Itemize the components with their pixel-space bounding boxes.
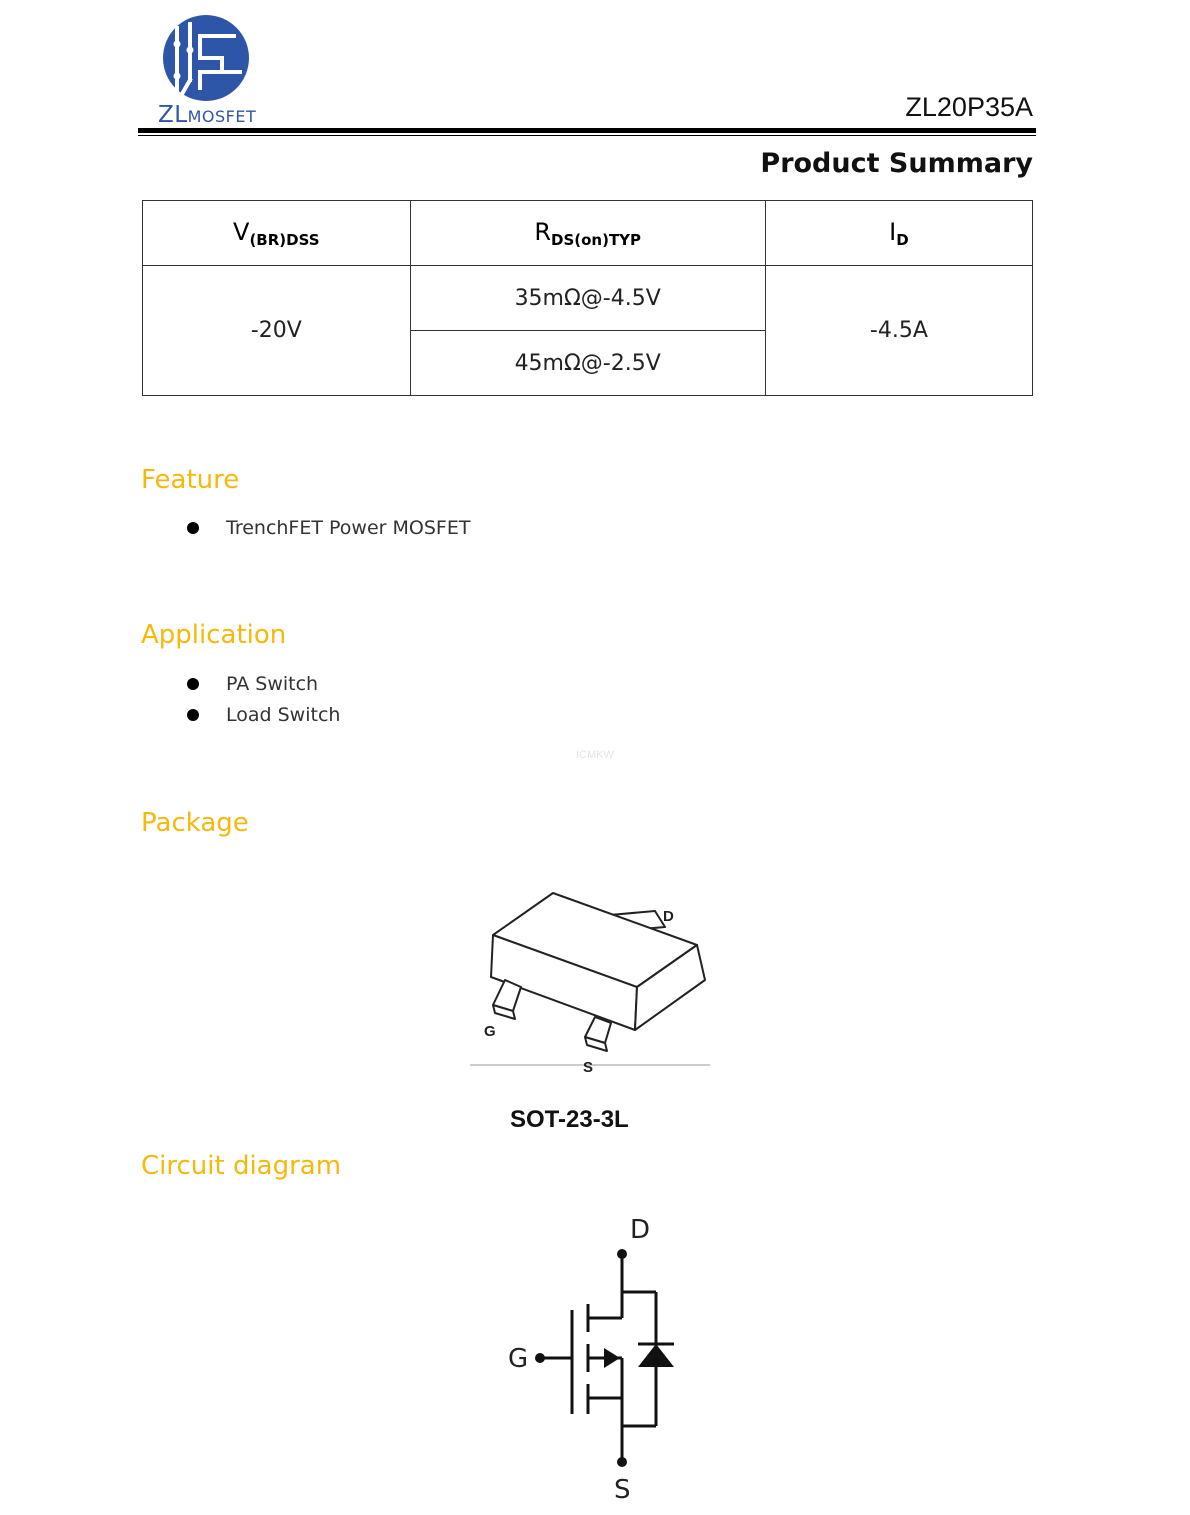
header-rule-thick [138, 128, 1036, 133]
cell-vbrdss: -20V [143, 266, 411, 396]
pin-s-label: S [583, 1059, 594, 1076]
pin-g-label: G [484, 1023, 496, 1040]
feature-title: Feature [141, 465, 240, 495]
header-id: $I_D$ [765, 201, 1032, 266]
header-rule-thin [138, 135, 1036, 136]
cell-id: -4.5A [765, 266, 1032, 396]
list-item: PA Switch [186, 669, 340, 700]
list-item: TrenchFET Power MOSFET [186, 513, 470, 544]
circuit-pin-s-label: S [614, 1475, 631, 1505]
sot23-package-image [465, 885, 715, 1080]
logo-wordmark: ZLMOSFET [158, 102, 257, 128]
bullet-icon [187, 678, 199, 690]
list-item: Load Switch [186, 700, 340, 731]
product-summary-table [142, 200, 1033, 396]
cell-rdson-45v: 35mΩ@-4.5V [410, 266, 765, 331]
table-row [143, 266, 1033, 331]
circuit-pin-d-label: D [630, 1215, 651, 1245]
feature-list [186, 513, 470, 544]
application-title: Application [141, 620, 287, 650]
application-list [186, 669, 340, 731]
circuit-pin-g-label: G [508, 1344, 529, 1374]
package-title: Package [141, 808, 249, 838]
header-vbrdss: $V_{(BR)DSS}$ [143, 201, 411, 266]
part-number: ZL20P35A [905, 92, 1033, 122]
watermark: ICMKW [576, 749, 614, 761]
product-summary-title: Product Summary [760, 148, 1033, 179]
pin-d-label: D [663, 908, 674, 925]
package-drawing-icon [465, 885, 715, 1080]
package-caption: SOT-23-3L [510, 1106, 629, 1133]
circuit-diagram [500, 1210, 700, 1510]
cell-rdson-25v: 45mΩ@-2.5V [410, 331, 765, 396]
table-header-row [143, 201, 1033, 266]
mosfet-symbol-icon [500, 1210, 700, 1510]
header-rdson: $R_{DS(on)TYP}$ [410, 201, 765, 266]
bullet-icon [187, 522, 199, 534]
logo-emblem-icon [152, 14, 262, 104]
circuit-title: Circuit diagram [141, 1151, 342, 1181]
bullet-icon [187, 709, 199, 721]
